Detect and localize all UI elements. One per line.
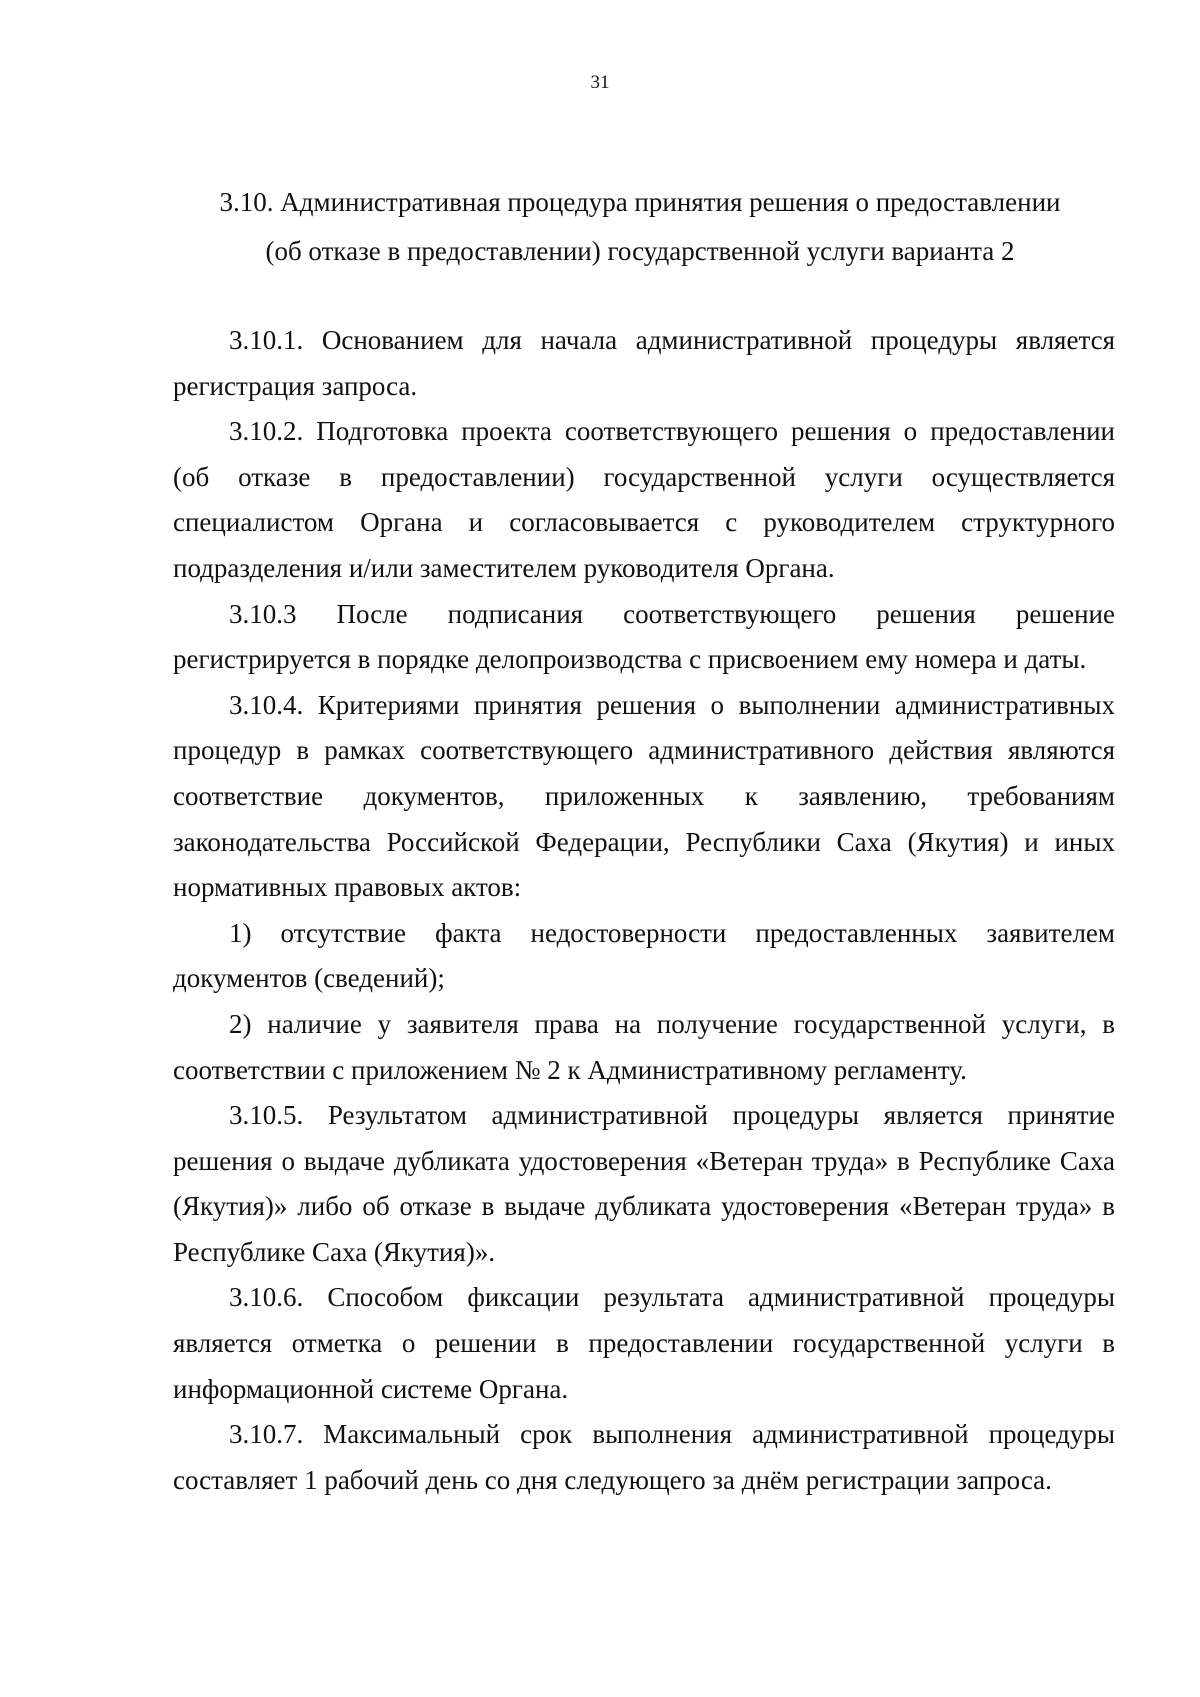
paragraph-3-10-3: 3.10.3 После подписания соответствующего решения решение регистрируется в порядке делопроизводства с присвоением ему номера и даты. bbox=[173, 598, 1115, 675]
paragraph-3-10-5: 3.10.5. Результатом административной процедуры является принятие решения о выдаче дубликата удостоверения «Ветеран труда» в Республике Саха (Якутия)» либо об отказе в выдаче дубликата удостоверения «Ветеран труда» в Республике Саха (Якутия)». bbox=[173, 1100, 1115, 1267]
document-body bbox=[173, 318, 1115, 1503]
paragraph-3-10-2: 3.10.2. Подготовка проекта соответствующего решения о предоставлении (об отказе в предоставлении) государственной услуги осуществляется специалистом Органа и согласовывается с руководителем структурного подразделения и/или заместителем руководителя Органа. bbox=[173, 416, 1115, 583]
section-heading bbox=[160, 178, 1120, 276]
paragraph-3-10-1: 3.10.1. Основанием для начала административной процедуры является регистрация запроса. bbox=[173, 325, 1115, 401]
section-heading-line-1: 3.10. Административная процедура принятия решения о предоставлении bbox=[219, 187, 1061, 217]
paragraph-3-10-4: 3.10.4. Критериями принятия решения о выполнении административных процедур в рамках соответствующего административного действия являются соответствие документов, приложенных к заявлению, требованиям законодательства Российской Федерации, Республики Саха (Якутия) и иных нормативных правовых актов: bbox=[173, 689, 1115, 903]
paragraph-3-10-7: 3.10.7. Максимальный срок выполнения административной процедуры составляет 1 рабочий день со дня следующего за днём регистрации запроса. bbox=[173, 1419, 1115, 1495]
page-number: 31 bbox=[590, 72, 610, 93]
paragraph-3-10-6: 3.10.6. Способом фиксации результата административной процедуры является отметка о решении в предоставлении государственной услуги в информационной системе Органа. bbox=[173, 1282, 1115, 1404]
section-heading-line-2: (об отказе в предоставлении) государственной услуги варианта 2 bbox=[265, 236, 1015, 266]
list-item-2: 2) наличие у заявителя права на получение государственной услуги, в соответствии с приложением № 2 к Административному регламенту. bbox=[173, 1008, 1115, 1085]
list-item-1: 1) отсутствие факта недостоверности предоставленных заявителем документов (сведений); bbox=[173, 917, 1115, 994]
